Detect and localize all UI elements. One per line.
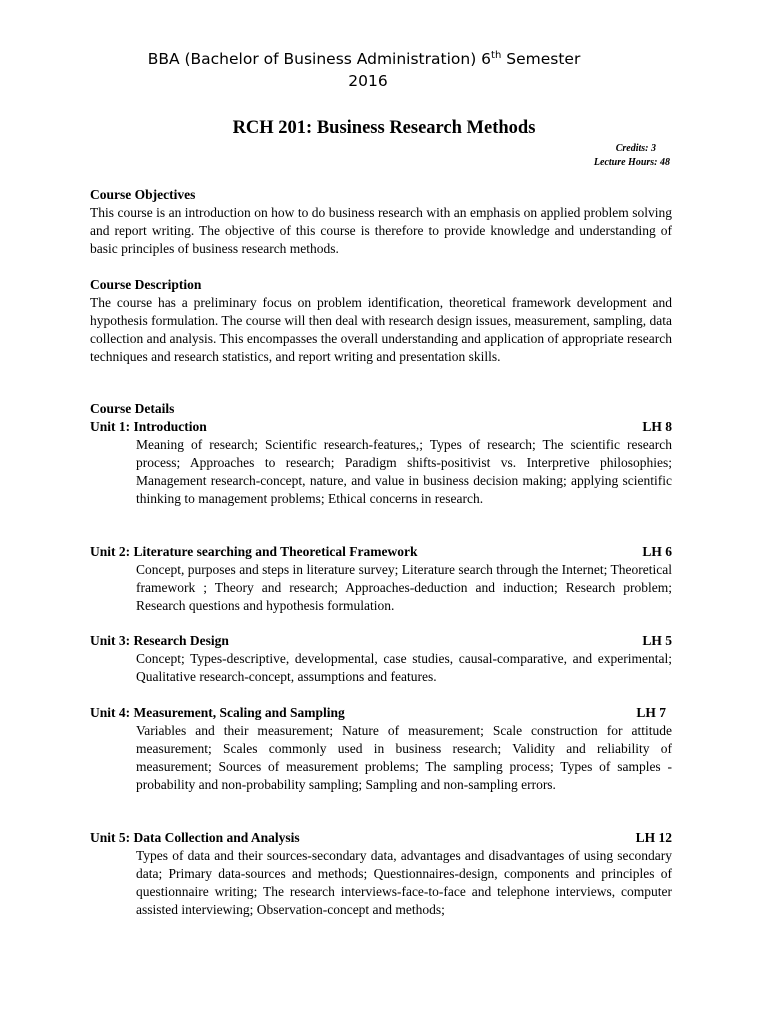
unit-lecture-hours: LH 7 <box>636 705 666 720</box>
unit-heading <box>90 418 672 436</box>
unit-lecture-hours: LH 6 <box>642 544 672 559</box>
course-description-section <box>90 276 672 366</box>
course-title: RCH 201: Business Research Methods <box>232 118 536 138</box>
unit-1 <box>90 418 672 508</box>
unit-content: Variables and their measurement; Nature of measurement; Scale construction for attitude measurement; Scales commonly used in business research; Validity and reliability of measurement; Sources of measurement problems; The sampling process; Types of samples -probability and non-probability sampling; Sampling and non-sampling errors. <box>136 723 672 792</box>
unit-lecture-hours: LH 12 <box>635 830 672 845</box>
unit-heading <box>90 704 672 722</box>
unit-heading <box>90 829 672 847</box>
unit-content: Types of data and their sources-secondary data, advantages and disadvantages of using secondary data; Primary data-sources and methods; Questionnaires-design, components and principles of questionnaire writing; The research interviews-face-to-face and telephone interviews, computer assisted interviewing; Observation-concept and methods; <box>136 848 672 917</box>
unit-content: Concept; Types-descriptive, developmental, case studies, causal-comparative, and experimental; Qualitative research-concept, assumptions and features. <box>136 651 672 684</box>
unit-title: Unit 1: Introduction <box>90 419 207 434</box>
unit-3 <box>90 632 672 686</box>
unit-title: Unit 4: Measurement, Scaling and Sampling <box>90 705 345 720</box>
course-details-heading: Course Details <box>90 401 175 416</box>
unit-5 <box>90 829 672 919</box>
year-heading: 2016 <box>348 72 388 90</box>
course-lecture-hours: Lecture Hours: 48 <box>593 157 670 168</box>
unit-title: Unit 3: Research Design <box>90 633 229 648</box>
program-name: BBA (Bachelor of Business Administration) 6 <box>147 50 492 69</box>
course-details-section <box>90 400 672 418</box>
semester-label: Semester <box>501 50 581 69</box>
unit-title: Unit 5: Data Collection and Analysis <box>90 830 300 845</box>
unit-2 <box>90 543 672 615</box>
ordinal-suffix: th <box>491 50 502 61</box>
program-heading <box>0 50 748 68</box>
unit-content: Concept, purposes and steps in literature survey; Literature search through the Internet; Theoretical framework ; Theory and research; Approaches-deduction and induction; Research problem; Research questions and hypothesis formulation. <box>136 562 672 613</box>
unit-heading <box>90 543 672 561</box>
unit-title: Unit 2: Literature searching and Theoretical Framework <box>90 544 418 559</box>
unit-content: Meaning of research; Scientific research-features,; Types of research; The scientific research process; Approaches to research; Paradigm shifts-positivist vs. Interpretive philosophies; Management research-concept, nature, and value in business decision making; applying scientific thinking to management problems; Ethical concerns in research. <box>136 437 672 506</box>
unit-4 <box>90 704 672 794</box>
course-credits: Credits: 3 <box>615 143 656 154</box>
course-objectives-text: This course is an introduction on how to do business research with an emphasis on applied problem solving and report writing. The objective of this course is therefore to provide knowledge and understanding of basic principles of business research methods. <box>90 205 672 256</box>
course-objectives-heading: Course Objectives <box>90 187 196 202</box>
course-description-text: The course has a preliminary focus on problem identification, theoretical framework development and hypothesis formulation. The course will then deal with research design issues, measurement, sampling, data collection and analysis. This encompasses the overall understanding and application of appropriate research techniques and research statistics, and report writing and presentation skills. <box>90 295 672 364</box>
unit-lecture-hours: LH 5 <box>642 633 672 648</box>
course-description-heading: Course Description <box>90 277 202 292</box>
unit-lecture-hours: LH 8 <box>642 419 672 434</box>
course-objectives-section <box>90 186 672 258</box>
unit-heading <box>90 632 672 650</box>
